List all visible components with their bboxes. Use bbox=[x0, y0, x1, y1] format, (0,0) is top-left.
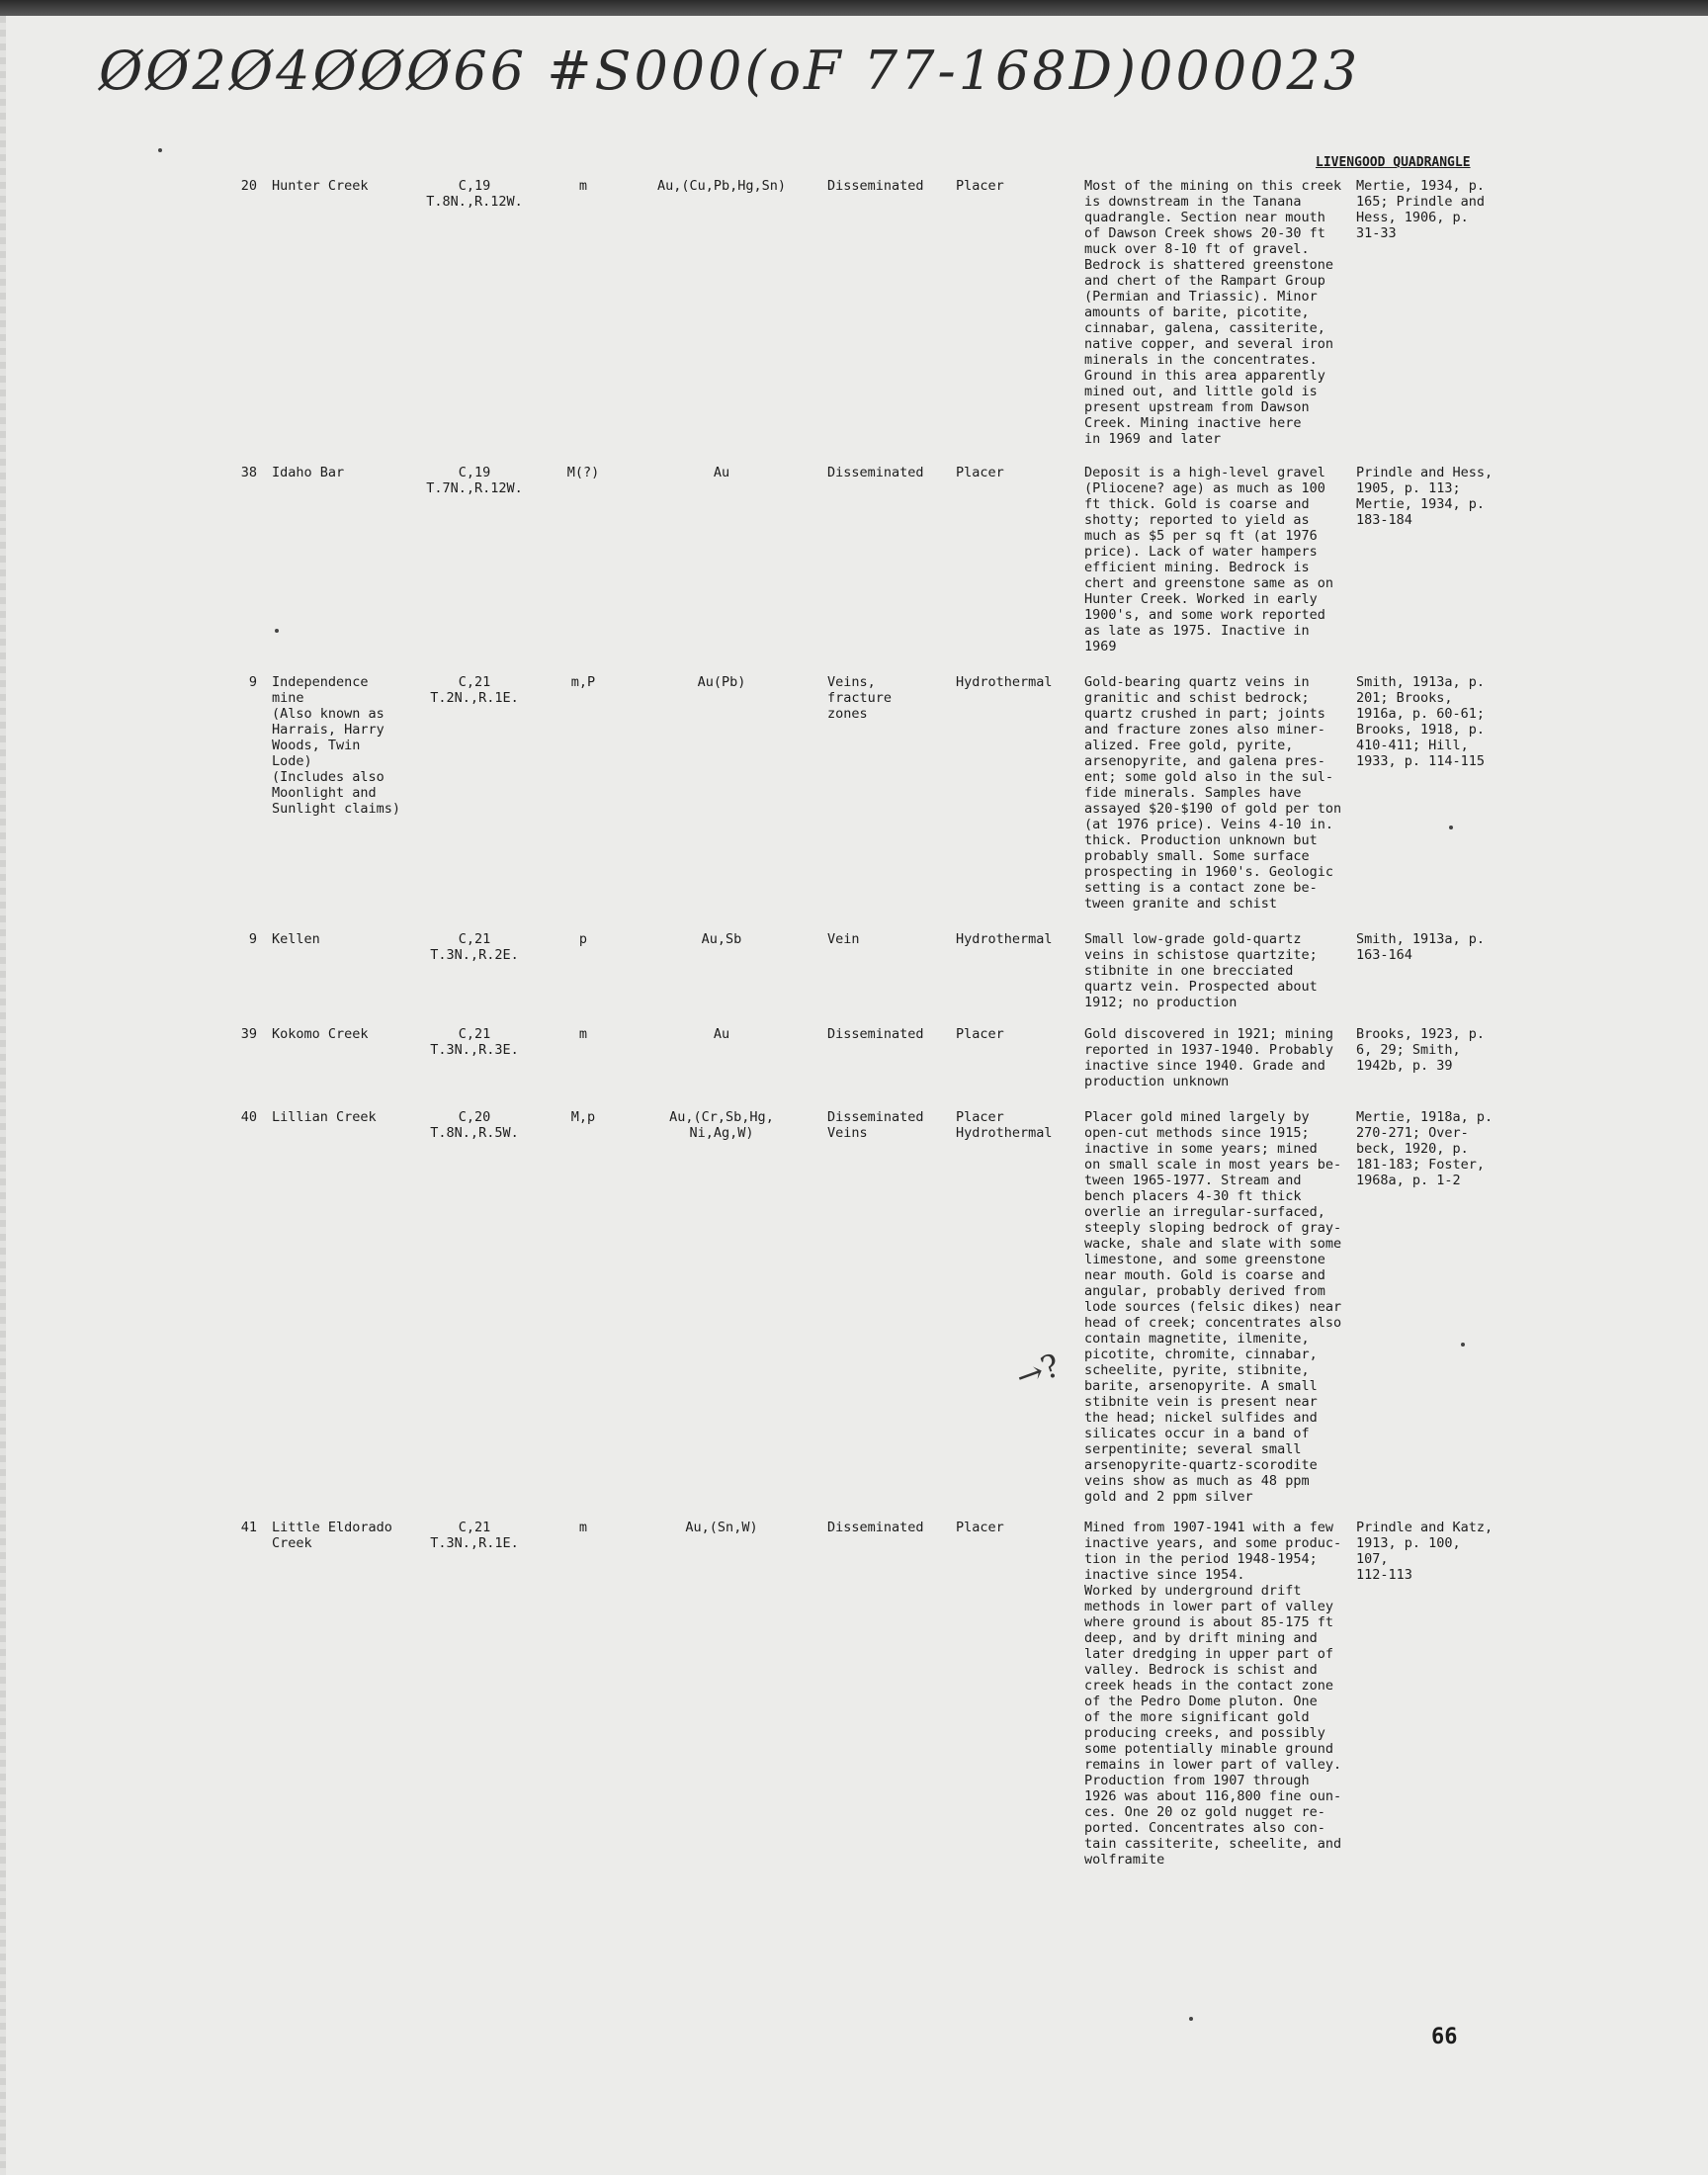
ore-form: Veins, fracture zones bbox=[827, 674, 893, 722]
status: M(?) bbox=[566, 465, 600, 480]
deposit-name: Little Eldorado Creek bbox=[272, 1520, 392, 1551]
references: Brooks, 1923, p. 6, 29; Smith, 1942b, p. 39 bbox=[1356, 1026, 1486, 1074]
references: Mertie, 1918a, p. 270-271; Over- beck, 1920, p. 181-183; Foster, 1968a, p. 1-2 bbox=[1356, 1109, 1494, 1188]
deposit-name: Lillian Creek bbox=[272, 1109, 377, 1125]
ore-form: Disseminated bbox=[827, 1520, 924, 1535]
scan-speck bbox=[158, 148, 162, 152]
status: m bbox=[578, 1520, 588, 1535]
commodities: Au bbox=[713, 1026, 730, 1042]
remarks: Placer gold mined largely by open-cut methods since 1915; inactive in some years; mined on small scale in most years be- tween 1965-1977. Stream and bench placers 4-30 ft thick overlie an irregular-surfaced, steeply sloping bedrock of gray- wacke, shale and slate with some limestone, and some greenstone near mouth. Gold is coarse and angular, probably derived from lode sources (felsic dikes) near head of creek; concentrates also contain magnetite, ilmenite, picotite, chromite, cinnabar, scheelite, pyrite, stibnite, barite, arsenopyrite. A small stibnite vein is present near the head; nickel sulfides and silicates occur in a band of serpentinite; several small arsenopyrite-quartz-scorodite veins show as much as 48 ppm gold and 2 ppm silver bbox=[1084, 1109, 1342, 1505]
status: m bbox=[578, 1026, 588, 1042]
deposit-name: Hunter Creek bbox=[272, 178, 369, 194]
scan-speck bbox=[275, 629, 279, 633]
status: m,P bbox=[570, 674, 596, 690]
deposit-name: Kokomo Creek bbox=[272, 1026, 369, 1042]
ore-form: Disseminated bbox=[827, 178, 924, 194]
location: C,19 T.7N.,R.12W. bbox=[426, 465, 523, 496]
ore-form: Vein bbox=[827, 931, 860, 947]
references: Mertie, 1934, p. 165; Prindle and Hess, 1906, p. 31-33 bbox=[1356, 178, 1486, 241]
references: Prindle and Katz, 1913, p. 100, 107, 112-113 bbox=[1356, 1520, 1494, 1583]
status: p bbox=[578, 931, 588, 947]
location: C,21 T.3N.,R.1E. bbox=[430, 1520, 519, 1551]
map-number: 9 bbox=[248, 674, 257, 690]
remarks: Gold discovered in 1921; mining reported in 1937-1940. Probably inactive since 1940. Grade and production unknown bbox=[1084, 1026, 1333, 1089]
map-number: 20 bbox=[240, 178, 257, 194]
page-number: 66 bbox=[1431, 2025, 1458, 2049]
deposit-name: Idaho Bar bbox=[272, 465, 345, 480]
quadrangle-heading: LIVENGOOD QUADRANGLE bbox=[1316, 155, 1471, 170]
genesis: Placer bbox=[956, 1520, 1004, 1535]
references: Smith, 1913a, p. 163-164 bbox=[1356, 931, 1486, 963]
map-number: 9 bbox=[248, 931, 257, 947]
genesis: Placer Hydrothermal bbox=[956, 1109, 1053, 1141]
scan-speck bbox=[1461, 1343, 1465, 1347]
remarks: Deposit is a high-level gravel (Pliocene? age) as much as 100 ft thick. Gold is coarse and shotty; reported to yield as much as $5 per sq ft (at 1976 price). Lack of water hampers efficient mining. Bedrock is chert and greenstone same as on Hunter Creek. Worked in early 1900's, and some work reported as late as 1975. Inactive in 1969 bbox=[1084, 465, 1333, 654]
ore-form: Disseminated Veins bbox=[827, 1109, 924, 1141]
location: C,20 T.8N.,R.5W. bbox=[430, 1109, 519, 1141]
ore-form: Disseminated bbox=[827, 465, 924, 480]
location: C,21 T.3N.,R.3E. bbox=[430, 1026, 519, 1058]
deposit-name: Kellen bbox=[272, 931, 320, 947]
genesis: Placer bbox=[956, 178, 1004, 194]
commodities: Au,Sb bbox=[701, 931, 742, 947]
references: Prindle and Hess, 1905, p. 113; Mertie, 1934, p. 183-184 bbox=[1356, 465, 1494, 528]
location: C,19 T.8N.,R.12W. bbox=[426, 178, 523, 210]
map-number: 40 bbox=[240, 1109, 257, 1125]
genesis: Placer bbox=[956, 1026, 1004, 1042]
genesis: Hydrothermal bbox=[956, 674, 1053, 690]
remarks: Mined from 1907-1941 with a few inactive years, and some produc- tion in the period 1948-1954; inactive since 1954. Worked by underground drift methods in lower part of valley where ground is about 85-175 ft deep, and by drift mining and later dredging in upper part of valley. Bedrock is schist and creek heads in the contact zone of the Pedro Dome pluton. One of the more significant gold producing creeks, and possibly some potentially minable ground remains in lower part of valley. Production from 1907 through 1926 was about 116,800 fine oun- ces. One 20 oz gold nugget re- ported. Concentrates also con- tain cassiterite, scheelite, and wolframite bbox=[1084, 1520, 1342, 1868]
scan-speck bbox=[1189, 2017, 1193, 2021]
remarks: Small low-grade gold-quartz veins in schistose quartzite; stibnite in one brecciated quartz vein. Prospected about 1912; no production bbox=[1084, 931, 1318, 1010]
deposit-name: Independence mine (Also known as Harrais, Harry Woods, Twin Lode) (Includes also Moonlight and Sunlight claims) bbox=[272, 674, 401, 817]
handwritten-file-number: ØØ2Ø4ØØØ66 #S000(oF 77-168D)000023 bbox=[99, 40, 1361, 102]
status: m bbox=[578, 178, 588, 194]
scan-left-edge bbox=[0, 16, 6, 2175]
location: C,21 T.2N.,R.1E. bbox=[430, 674, 519, 706]
location: C,21 T.3N.,R.2E. bbox=[430, 931, 519, 963]
commodities: Au,(Cu,Pb,Hg,Sn) bbox=[656, 178, 787, 194]
commodities: Au,(Cr,Sb,Hg, Ni,Ag,W) bbox=[669, 1109, 774, 1141]
commodities: Au(Pb) bbox=[697, 674, 746, 690]
scan-top-edge bbox=[0, 0, 1708, 16]
status: M,p bbox=[570, 1109, 596, 1125]
remarks: Most of the mining on this creek is downstream in the Tanana quadrangle. Section near mouth of Dawson Creek shows 20-30 ft muck over 8-10 ft of gravel. Bedrock is shattered greenstone and chert of the Rampart Group (Permian and Triassic). Minor amounts of barite, picotite, cinnabar, galena, cassiterite, native copper, and several iron minerals in the concentrates. Ground in this area apparently mined out, and little gold is present upstream from Dawson Creek. Mining inactive here in 1969 and later bbox=[1084, 178, 1342, 447]
scan-speck bbox=[1449, 826, 1453, 829]
ore-form: Disseminated bbox=[827, 1026, 924, 1042]
references: Smith, 1913a, p. 201; Brooks, 1916a, p. 60-61; Brooks, 1918, p. 410-411; Hill, 1933, p. 114-115 bbox=[1356, 674, 1486, 769]
map-number: 39 bbox=[240, 1026, 257, 1042]
map-number: 38 bbox=[240, 465, 257, 480]
remarks: Gold-bearing quartz veins in granitic and schist bedrock; quartz crushed in part; joints and fracture zones also miner- alized. Free gold, pyrite, arsenopyrite, and galena pres- ent; some gold also in the sul- fide minerals. Samples have assayed $20-$190 of gold per ton (at 1976 price). Veins 4-10 in. thick. Production unknown but probably small. Some surface prospecting in 1960's. Geologic setting is a contact zone be- tween granite and schist bbox=[1084, 674, 1342, 912]
genesis: Placer bbox=[956, 465, 1004, 480]
genesis: Hydrothermal bbox=[956, 931, 1053, 947]
handwritten-arrow-mark: →? bbox=[1010, 1346, 1066, 1397]
commodities: Au,(Sn,W) bbox=[685, 1520, 758, 1535]
map-number: 41 bbox=[240, 1520, 257, 1535]
commodities: Au bbox=[713, 465, 730, 480]
